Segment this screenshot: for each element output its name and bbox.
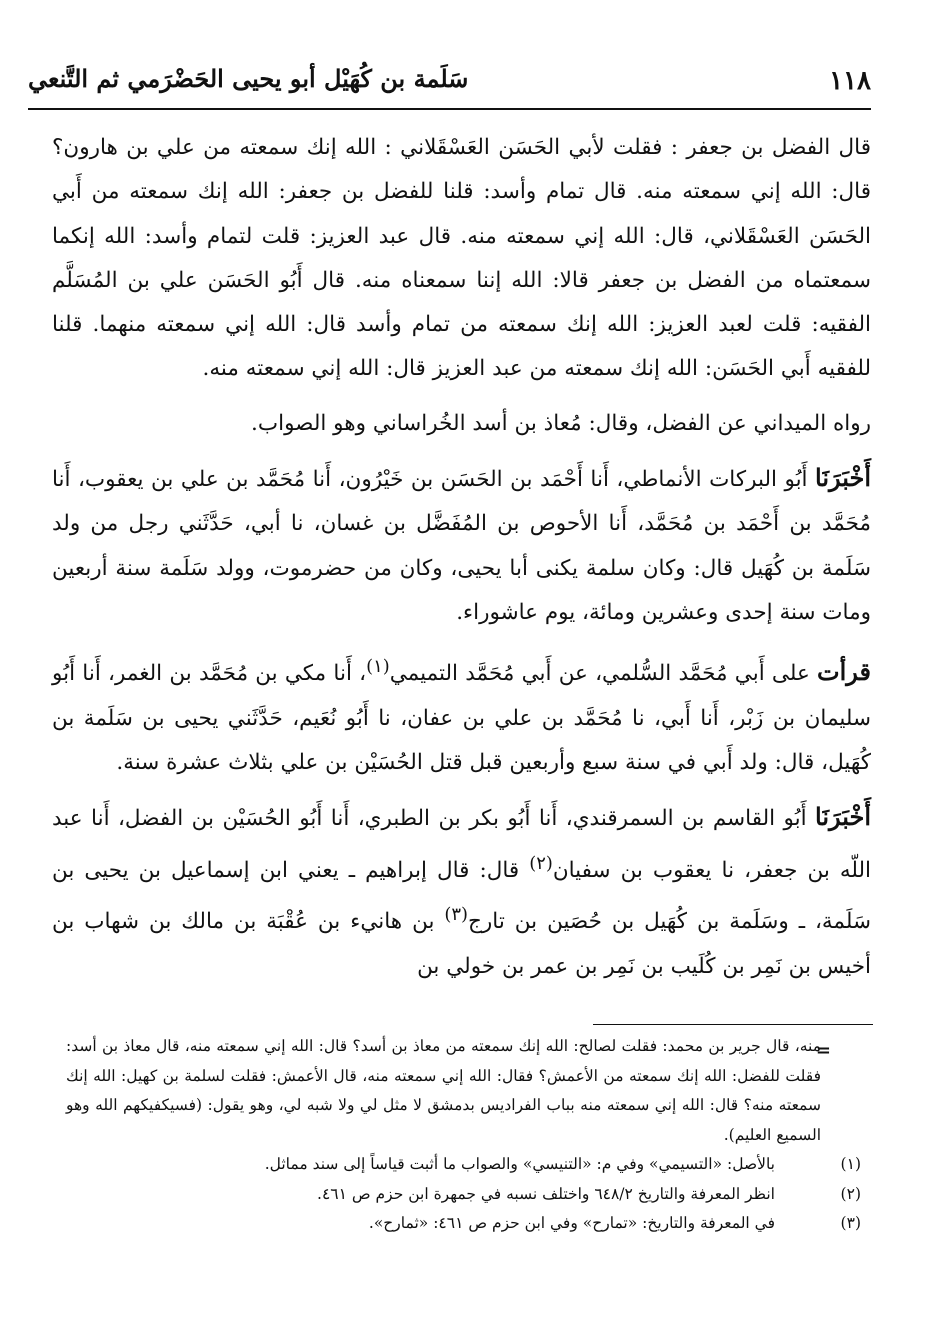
footnote-continuation: منه، قال جرير بن محمد: فقلت لصالح: الله إنك سمعته من معاذ بن أسد؟ قال: الله إني سمعته منه، قال معاذ بن أسد: فقلت للفضل: الله إنك سمعته من الأعمش؟ فقال: الله إني سمعته منه، قال الأعمش: فقلت لسلمة بن كهيل: الله إنك سمعته منه؟ قال: الله إني سمعته منه بباب الفراديس بدمشق لا مثل لي ولا شبه لي، وهو يقول: (فسيكفيكهم الله وهو السميع العليم). xyxy=(66,1037,822,1144)
paragraph-5-text-b: قال: قال إبراهيم ـ يعني ابن إسماعيل بن يحيى بن سَلَمة، ـ وسَلَمة بن كُهَيل بن حُصَين بن تارج xyxy=(52,857,871,935)
footnote-ref-3: (٣) xyxy=(444,904,469,926)
paragraph-4-text-a: على أَبي مُحَمَّد السُّلمي، عن أَبي مُحَمَّد التميمي xyxy=(389,661,817,687)
paragraph-3-text: أَبُو البركات الأنماطي، أَنا أَحْمَد بن الحَسَن بن خَيْرُون، أَنا مُحَمَّد بن علي بن يعقوب، أَنا مُحَمَّد بن أَحْمَد بن مُحَمَّد، أَنا الأحوص بن المُفَضَّل بن غسان، نا أبي، حَدَّثَني رجل من ولد سَلَمة بن كُهَيل قال: وكان سلمة يكنى أبا يحيى، وكان من حضرموت، وولد سَلَمة سنة أربعين ومات سنة إحدى وعشرين ومائة، يوم عاشوراء. xyxy=(52,467,871,625)
paragraph-5-keyword: أَخْبَرَنَا xyxy=(815,802,871,832)
running-title: سَلَمة بن كُهَيْل أبو يحيى الحَضْرَمي ثم التَّنعي xyxy=(28,64,469,93)
page-number: ١١٨ xyxy=(829,66,871,96)
paragraph-1: قال الفضل بن جعفر : فقلت لأبي الحَسَن العَسْقَلاني : الله إنك سمعته من علي بن هارون؟ قال: الله إني سمعته منه. قال تمام وأسد: قلنا للفضل بن جعفر: الله إنك سمعته من أَبي الحَسَن العَسْقَلاني، قال: الله إني سمعته منه. قال عبد العزيز: قلت لتمام وأسد: الله إنكما سمعتماه من الفضل بن جعفر قالا: الله إننا سمعناه منه. قال أَبُو الحَسَن علي بن المُسَلَّم الفقيه: قلت لعبد العزيز: الله إنك سمعته من تمام وأسد قال: الله إني سمعته منهما. قلنا للفقيه أَبي الحَسَن: الله إنك سمعته من عبد العزيز قال: الله إني سمعته منه. xyxy=(52,135,871,382)
footnotes xyxy=(66,1032,861,1239)
paragraph-4-keyword: قرأت xyxy=(817,657,871,687)
footnote-ref-1: (١) xyxy=(366,656,390,678)
footnote-ref-2: (٢) xyxy=(529,852,553,874)
footnote-1 xyxy=(66,1150,861,1180)
paragraph-4-text-b: ، أَنا مكي بن مُحَمَّد بن الغمر، أَنا أَبُو سليمان بن زَبْر، أَنا أَبي، نا مُحَمَّد بن علي بن عفان، نا أَبُو نُعَيم، حَدَّثَني يحيى بن سَلَمة بن كُهَيل، قال: ولد أَبي في سنة سبع وأربعين قبل قتل الحُسَيْن بن علي بثلاث عشرة سنة. xyxy=(52,661,871,776)
page-header xyxy=(28,62,871,110)
main-text xyxy=(52,126,871,999)
footnote-2 xyxy=(66,1180,861,1210)
footnote-3 xyxy=(66,1209,861,1239)
footnote-2-text: انظر المعرفة والتاريخ ٦٤٨/٢ واختلف نسبه في جمهرة ابن حزم ص ٤٦١. xyxy=(317,1184,775,1203)
paragraph-5-text-a: أَبُو القاسم بن السمرقندي، أَنا أَبُو بكر بن الطبري، أَنا أَبُو الحُسَيْن بن الفضل، أَنا عبد اللّه بن جعفر، نا يعقوب بن سفيان xyxy=(52,806,871,883)
footnote-continuation-mark: = xyxy=(815,1040,831,1061)
footnote-1-text: بالأصل: «التسيمي» وفي م: «التنيسي» والصواب ما أثبت قياساً إلى سند مماثل. xyxy=(264,1155,775,1173)
footnote-3-number: (٣) xyxy=(840,1214,861,1232)
paragraph-5-text-c: بن هانيء بن عُقْبَة بن مالك بن شهاب بن أخيس بن نَمِر بن كُلَيب بن نَمِر بن عمر بن خولي بن xyxy=(52,909,871,979)
paragraph-3-keyword: أَخْبَرَنَا xyxy=(815,463,871,493)
footnote-2-number: (٢) xyxy=(840,1184,861,1203)
paragraph-5 xyxy=(52,795,871,989)
footnote-3-text: في المعرفة والتاريخ: «تمارح» وفي ابن حزم ص ٤٦١: «ثمارح». xyxy=(368,1214,775,1232)
paragraph-2: رواه الميداني عن الفضل، وقال: مُعاذ بن أسد الخُراساني وهو الصواب. xyxy=(251,410,871,436)
paragraph-3 xyxy=(52,456,871,635)
paragraph-4 xyxy=(52,645,871,785)
footnote-divider xyxy=(593,1024,873,1025)
footnote-1-number: (١) xyxy=(840,1155,861,1173)
